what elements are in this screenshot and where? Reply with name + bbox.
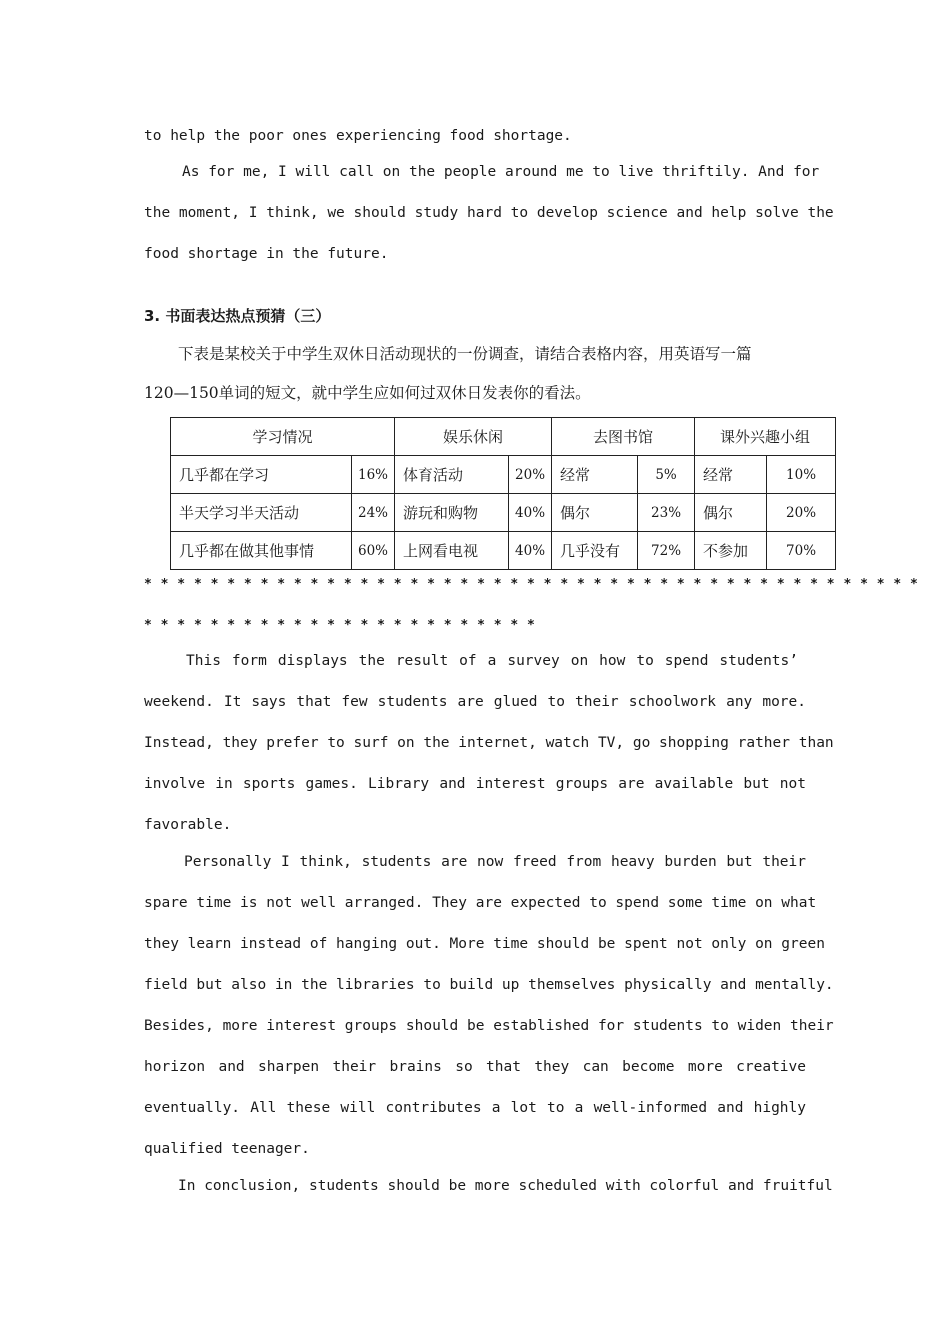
survey-table xyxy=(170,417,836,570)
table-cell: 72% xyxy=(638,532,695,570)
table-cell: 游玩和购物 xyxy=(395,494,509,532)
table-cell: 偶尔 xyxy=(552,494,638,532)
table-cell: 上网看电视 xyxy=(395,532,509,570)
table-cell: 60% xyxy=(352,532,395,570)
essay-line: spare time is not well arranged. They are expected to spend some time on what xyxy=(144,895,817,911)
text-line: food shortage in the future. xyxy=(144,246,389,262)
table-cell: 经常 xyxy=(552,456,638,494)
table-row xyxy=(171,532,836,570)
table-cell: 不参加 xyxy=(695,532,767,570)
essay-line: This form displays the result of a survey on how to spend students’ xyxy=(186,653,798,669)
table-header: 去图书馆 xyxy=(552,418,695,456)
essay-line: favorable. xyxy=(144,817,232,833)
table-cell: 70% xyxy=(767,532,836,570)
essay-line: involve in sports games. Library and interest groups are available but not xyxy=(144,776,806,792)
essay-line: horizon and sharpen their brains so that they can become more creative xyxy=(144,1059,806,1075)
table-cell: 5% xyxy=(638,456,695,494)
table-cell: 20% xyxy=(509,456,552,494)
table-header: 课外兴趣小组 xyxy=(695,418,836,456)
essay-line: Instead, they prefer to surf on the internet, watch TV, go shopping rather than xyxy=(144,735,834,751)
table-cell: 几乎都在学习 xyxy=(171,456,352,494)
separator-stars: * * * * * * * * * * * * * * * * * * * * * * * * xyxy=(144,618,536,633)
table-cell: 24% xyxy=(352,494,395,532)
instruction-line: 120—150单词的短文，就中学生应如何过双休日发表你的看法。 xyxy=(144,384,591,402)
section-heading: 3. 书面表达热点预猜（三） xyxy=(144,307,331,325)
table-header: 娱乐休闲 xyxy=(395,418,552,456)
table-cell: 体育活动 xyxy=(395,456,509,494)
table-cell: 40% xyxy=(509,532,552,570)
essay-line: weekend. It says that few students are glued to their schoolwork any more. xyxy=(144,694,806,710)
table-row xyxy=(171,494,836,532)
essay-line: eventually. All these will contributes a lot to a well-informed and highly xyxy=(144,1100,806,1116)
essay-line: Besides, more interest groups should be established for students to widen their xyxy=(144,1018,834,1034)
essay-line: In conclusion, students should be more scheduled with colorful and fruitful xyxy=(178,1178,833,1194)
essay-line: field but also in the libraries to build up themselves physically and mentally. xyxy=(144,977,834,993)
table-header-row xyxy=(171,418,836,456)
table-cell: 偶尔 xyxy=(695,494,767,532)
table-cell: 几乎都在做其他事情 xyxy=(171,532,352,570)
essay-line: qualified teenager. xyxy=(144,1141,310,1157)
table-cell: 10% xyxy=(767,456,836,494)
text-line: As for me, I will call on the people around me to live thriftily. And for xyxy=(182,164,820,180)
table-row xyxy=(171,456,836,494)
separator-stars: * * * * * * * * * * * * * * * * * * * * * * * * * * * * * * * * * * * * * * * * * * * * * * * xyxy=(144,577,919,592)
instruction-line: 下表是某校关于中学生双休日活动现状的一份调查，请结合表格内容，用英语写一篇 xyxy=(178,345,752,363)
table-cell: 16% xyxy=(352,456,395,494)
table-header: 学习情况 xyxy=(171,418,395,456)
table-cell: 几乎没有 xyxy=(552,532,638,570)
table-cell: 经常 xyxy=(695,456,767,494)
essay-line: Personally I think, students are now freed from heavy burden but their xyxy=(184,854,806,870)
table-cell: 20% xyxy=(767,494,836,532)
essay-line: they learn instead of hanging out. More time should be spent not only on green xyxy=(144,936,825,952)
text-line: the moment, I think, we should study hard to develop science and help solve the xyxy=(144,205,834,221)
table-cell: 23% xyxy=(638,494,695,532)
table-cell: 40% xyxy=(509,494,552,532)
table-cell: 半天学习半天活动 xyxy=(171,494,352,532)
text-line: to help the poor ones experiencing food shortage. xyxy=(144,128,572,144)
